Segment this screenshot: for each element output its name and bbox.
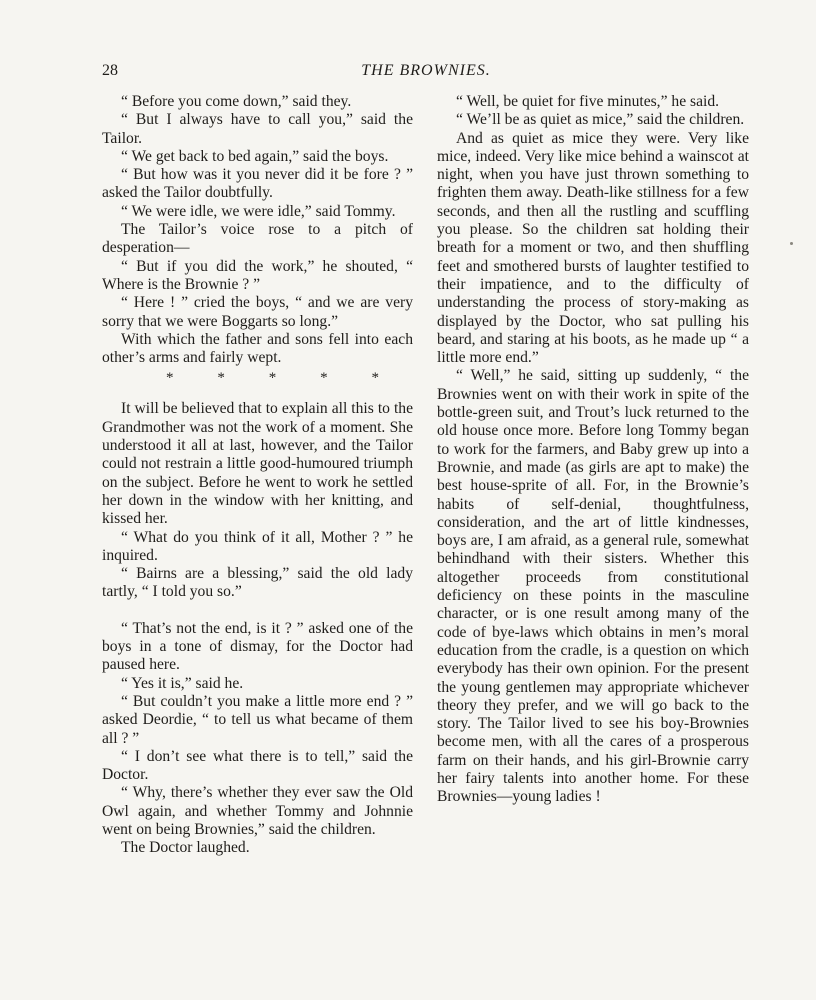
margin-speck: [790, 242, 793, 245]
running-title: THE BROWNIES.: [361, 62, 491, 79]
paragraph: And as quiet as mice they were. Very like mice, indeed. Very like mice behind a wainscot at night, when you have just thrown something to frighten them away. Death-like stillness for a few seconds, and then all the rustling and scuffling you please. So the children sat holding their breath for a moment or two, and then shuffling feet and smothered bursts of laughter testified to their impatience, and to the difficulty of understanding the process of story-making as displayed by the Doctor, who sat pulling his beard, and staring at his boots, as he made up “ a little more end.”: [437, 129, 749, 367]
paragraph: “ We were idle, we were idle,” said Tommy.: [121, 202, 396, 220]
paragraph: “ Bairns are a blessing,” said the old lady tartly, “ I told you so.”: [102, 565, 413, 601]
paragraph: “ We’ll be as quiet as mice,” said the children.: [456, 111, 745, 129]
asterisk: *: [166, 370, 174, 387]
section-break-asterisks: [102, 369, 413, 387]
asterisk: *: [268, 370, 277, 387]
asterisk: *: [371, 370, 379, 387]
paragraph: With which the father and sons fell into each other’s arms and fairly wept.: [102, 330, 413, 367]
right-column: [437, 93, 749, 807]
paragraph: “ That’s not the end, is it ? ” asked one of the boys in a tone of dismay, for the Doctor had paused here.: [102, 619, 413, 674]
paragraph: “ Yes it is,” said he.: [121, 674, 244, 692]
asterisk: *: [217, 370, 225, 387]
paragraph: “ Well,” he said, sitting up suddenly, “ the Brownies went on with their work in spite of the bottle-green suit, and Trout’s luck returned to the old house once more. Before long Tommy began to work for the farmers, and Baby grew up into a Brownie, and made (as girls are apt to make) the best house-sprite of all. For, in the Brownie’s habits of self-denial, thoughtfulness, consideration, and the art of little kindnesses, boys are, I am afraid, as a general rule, somewhat behindhand with their sisters. Whether this altogether proceeds from constitutional deficiency on these points in the masculine character, or is one result among many of the code of bye-laws which obtains in men’s moral education from the cradle, is a question on which everybody has their own opinion. For the present the young gentlemen may appropriate whichever theory they prefer, and we will go back to the story. The Tailor lived to see his boy-Brownies become men, with all the cares of a prosperous farm on their hands, and his girl-Brownie carry her fairy talents into another home. For these Brownies—young ladies !: [437, 367, 749, 806]
paragraph: “ What do you think of it all, Mother ? ” he inquired.: [102, 528, 413, 564]
paragraph: “ But I always have to call you,” said the Tailor.: [102, 111, 413, 147]
paragraph: “ Before you come down,” said they.: [121, 93, 352, 110]
paragraph: It will be believed that to explain all this to the Grandmother was not the work of a moment. She understood it all at last, however, and the Tailor could not restrain a little good-humoured triumph on the subject. Before he went to work he settled her down in the window with her knitting, and kissed her.: [102, 400, 413, 528]
paragraph: “ But if you did the work,” he shouted, “ Where is the Brownie ? ”: [102, 257, 413, 293]
page-header: [102, 62, 750, 82]
paragraph: “ Why, there’s whether they ever saw the Old Owl again, and whether Tommy and Johnnie went on being Brownies,” said the children.: [102, 784, 413, 838]
paragraph: The Doctor laughed.: [121, 839, 250, 857]
paragraph: “ We get back to bed again,” said the boys.: [121, 147, 389, 165]
paragraph: “ Here ! ” cried the boys, “ and we are very sorry that we were Boggarts so long.”: [102, 294, 413, 330]
paragraph: “ I don’t see what there is to tell,” said the Doctor.: [102, 747, 413, 784]
paragraph: The Tailor’s voice rose to a pitch of desperation—: [102, 221, 413, 257]
asterisk: *: [320, 370, 328, 387]
paragraph: “ But couldn’t you make a little more end ? ” asked Deordie, “ to tell us what became of them all ? ”: [102, 692, 413, 747]
left-column: [102, 93, 413, 858]
paragraph: “ Well, be quiet for five minutes,” he said.: [456, 93, 720, 110]
page-number: 28: [102, 62, 118, 79]
paragraph: “ But how was it you never did it be fore ? ” asked the Tailor doubtfully.: [102, 166, 413, 202]
